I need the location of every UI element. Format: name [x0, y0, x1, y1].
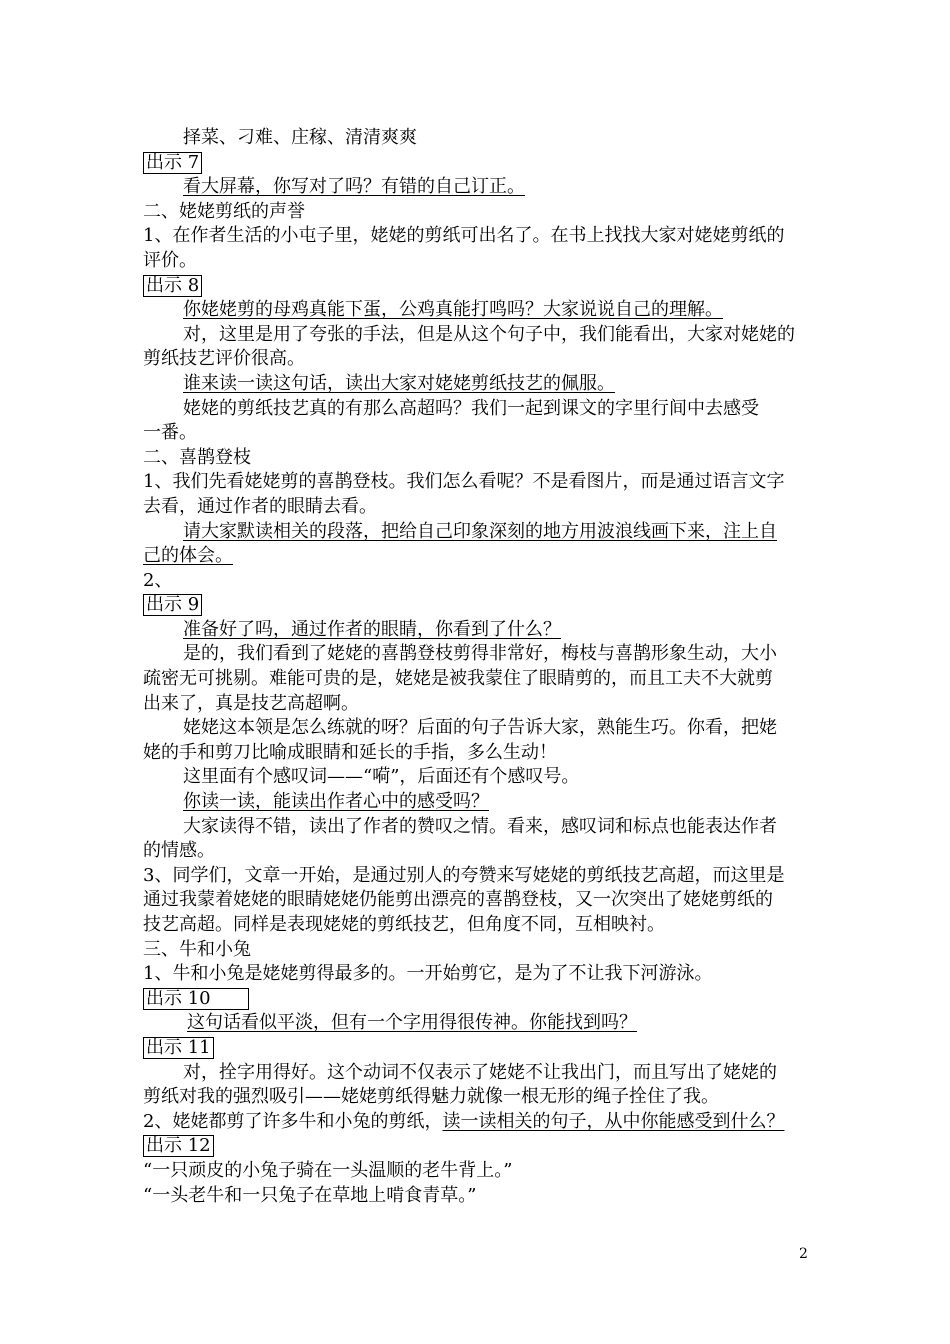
slide-marker-box: 出示 7: [143, 152, 202, 174]
text-line: [143, 1061, 808, 1086]
text-line: [143, 249, 808, 274]
text-line: [143, 938, 808, 963]
paragraph-text: 一番。: [143, 422, 197, 444]
paragraph-text: 姥的手和剪刀比喻成眼睛和延长的手指，多么生动！: [143, 741, 557, 763]
paragraph-text: 去看，通过作者的眼睛去看。: [143, 495, 377, 517]
text-line: [143, 421, 808, 446]
paragraph-text: 对，拴字用得好。这个动词不仅表示了姥姥不让我出门，而且写出了姥姥的: [183, 1061, 777, 1083]
paragraph-text: 3、同学们，文章一开始，是通过别人的夸赞来写姥姥的剪纸技艺高超，而这里是: [143, 864, 785, 886]
underlined-text: 准备好了吗，通过作者的眼睛，你看到了什么？: [183, 618, 561, 640]
underlined-text: 看大屏幕，你写对了吗？有错的自己订正。: [183, 176, 525, 198]
text-line: [143, 495, 808, 520]
underlined-text: 谁来读一读这句话，读出大家对姥姥剪纸技艺的佩服。: [183, 372, 615, 394]
underlined-text: 请大家默读相关的段落，把给自己印象深刻的地方用波浪线画下来，注上自: [183, 520, 777, 542]
text-line: [143, 1036, 808, 1061]
paragraph-text: 择菜、刁难、庄稼、清清爽爽: [183, 127, 417, 148]
text-line: [143, 888, 808, 913]
text-line: [143, 151, 808, 176]
paragraph-text: 1、牛和小兔是姥姥剪得最多的。一开始剪它，是为了不让我下河游泳。: [143, 963, 713, 985]
text-line: [143, 962, 808, 987]
paragraph-text: 2、姥姥都剪了许多牛和小兔的剪纸，: [143, 1110, 443, 1132]
text-line: [143, 839, 808, 864]
paragraph-text: 技艺高超。同样是表现姥姥的剪纸技艺，但角度不同，互相映衬。: [143, 914, 665, 935]
underlined-text: 读一读相关的句子，从中你能感受到什么？: [442, 1110, 785, 1132]
text-line: [143, 347, 808, 372]
text-line: [143, 642, 808, 667]
text-line: [143, 1159, 808, 1184]
slide-marker-box: 出示 9: [143, 594, 202, 616]
slide-marker-box: 出示 8: [143, 275, 202, 297]
text-line: [143, 913, 808, 938]
text-line: [143, 692, 808, 717]
paragraph-text: 二、喜鹊登枝: [143, 446, 251, 468]
paragraph-text: 姥姥的剪纸技艺真的有那么高超吗？我们一起到课文的字里行间中去感受: [183, 397, 759, 419]
paragraph-text: 对，这里是用了夸张的手法，但是从这个句子中，我们能看出，大家对姥姥的: [183, 323, 795, 345]
text-line: [143, 397, 808, 422]
text-line: [143, 569, 808, 594]
paragraph-text: 三、牛和小兔: [143, 938, 251, 960]
text-line: [143, 298, 808, 323]
paragraph-text: “一只顽皮的小兔子骑在一头温顺的老牛背上。”: [143, 1159, 513, 1181]
text-line: [143, 544, 808, 569]
paragraph-text: 二、姥姥剪纸的声誉: [143, 200, 305, 222]
slide-marker-box: 出示 12: [143, 1135, 214, 1157]
text-line: [143, 470, 808, 495]
text-line: [143, 618, 808, 643]
page-number: 2: [799, 1246, 808, 1262]
text-line: [143, 323, 808, 348]
paragraph-text: 是的，我们看到了姥姥的喜鹊登枝剪得非常好，梅枝与喜鹊形象生动，大小: [183, 643, 777, 665]
text-line: [143, 1110, 808, 1135]
text-line: [143, 716, 808, 741]
text-line: [143, 790, 808, 815]
paragraph-text: 剪纸对我的强烈吸引——姥姥剪纸得魅力就像一根无形的绳子拴住了我。: [143, 1086, 719, 1108]
text-line: [143, 1085, 808, 1110]
text-line: [143, 987, 808, 1012]
underlined-text: 你姥姥剪的母鸡真能下蛋，公鸡真能打鸣吗？大家说说自己的理解。: [183, 299, 723, 321]
text-line: [143, 446, 808, 471]
paragraph-text: 2、: [143, 569, 173, 591]
text-line: [143, 1134, 808, 1159]
slide-marker-box: 出示 10: [143, 988, 249, 1010]
paragraph-text: 1、我们先看姥姥剪的喜鹊登枝。我们怎么看呢？不是看图片，而是通过语言文字: [143, 471, 785, 493]
paragraph-text: 剪纸技艺评价很高。: [143, 348, 305, 370]
paragraph-text: 出来了，真是技艺高超啊。: [143, 692, 359, 714]
text-line: [143, 175, 808, 200]
text-line: [143, 593, 808, 618]
text-line: [143, 274, 808, 299]
paragraph-text: 疏密无可挑剔。难能可贵的是，姥姥是被我蒙住了眼睛剪的，而且工夫不大就剪: [143, 668, 773, 690]
text-line: [143, 520, 808, 545]
paragraph-text: 评价。: [143, 249, 197, 271]
text-line: [143, 864, 808, 889]
paragraph-text: 1、在作者生活的小屯子里，姥姥的剪纸可出名了。在书上找找大家对姥姥剪纸的: [143, 225, 785, 247]
text-line: [143, 741, 808, 766]
paragraph-text: 姥姥这本领是怎么练就的呀？后面的句子告诉大家，熟能生巧。你看，把姥: [183, 717, 777, 739]
text-line: [143, 1184, 808, 1209]
underlined-text: 你读一读，能读出作者心中的感受吗？: [183, 791, 489, 813]
text-line: [143, 667, 808, 692]
paragraph-text: 通过我蒙着姥姥的眼睛姥姥仍能剪出漂亮的喜鹊登枝，又一次突出了姥姥剪纸的: [143, 889, 773, 911]
paragraph-text: 的情感。: [143, 840, 215, 862]
text-line: [143, 765, 808, 790]
text-line: [143, 126, 808, 151]
text-line: [143, 372, 808, 397]
underlined-text: 己的体会。: [143, 545, 233, 567]
text-line: [143, 1011, 808, 1036]
slide-marker-box: 出示 11: [143, 1037, 214, 1059]
text-line: [143, 224, 808, 249]
paragraph-text: “一头老牛和一只兔子在草地上啃食青草。”: [143, 1184, 477, 1206]
text-line: [143, 200, 808, 225]
underlined-text: 这句话看似平淡，但有一个字用得很传神。你能找到吗？: [187, 1012, 637, 1034]
text-line: [143, 815, 808, 840]
paragraph-text: 大家读得不错，读出了作者的赞叹之情。看来，感叹词和标点也能表达作者: [183, 815, 777, 837]
document-body: [143, 126, 808, 1208]
paragraph-text: 这里面有个感叹词——“嗬”，后面还有个感叹号。: [183, 766, 580, 788]
